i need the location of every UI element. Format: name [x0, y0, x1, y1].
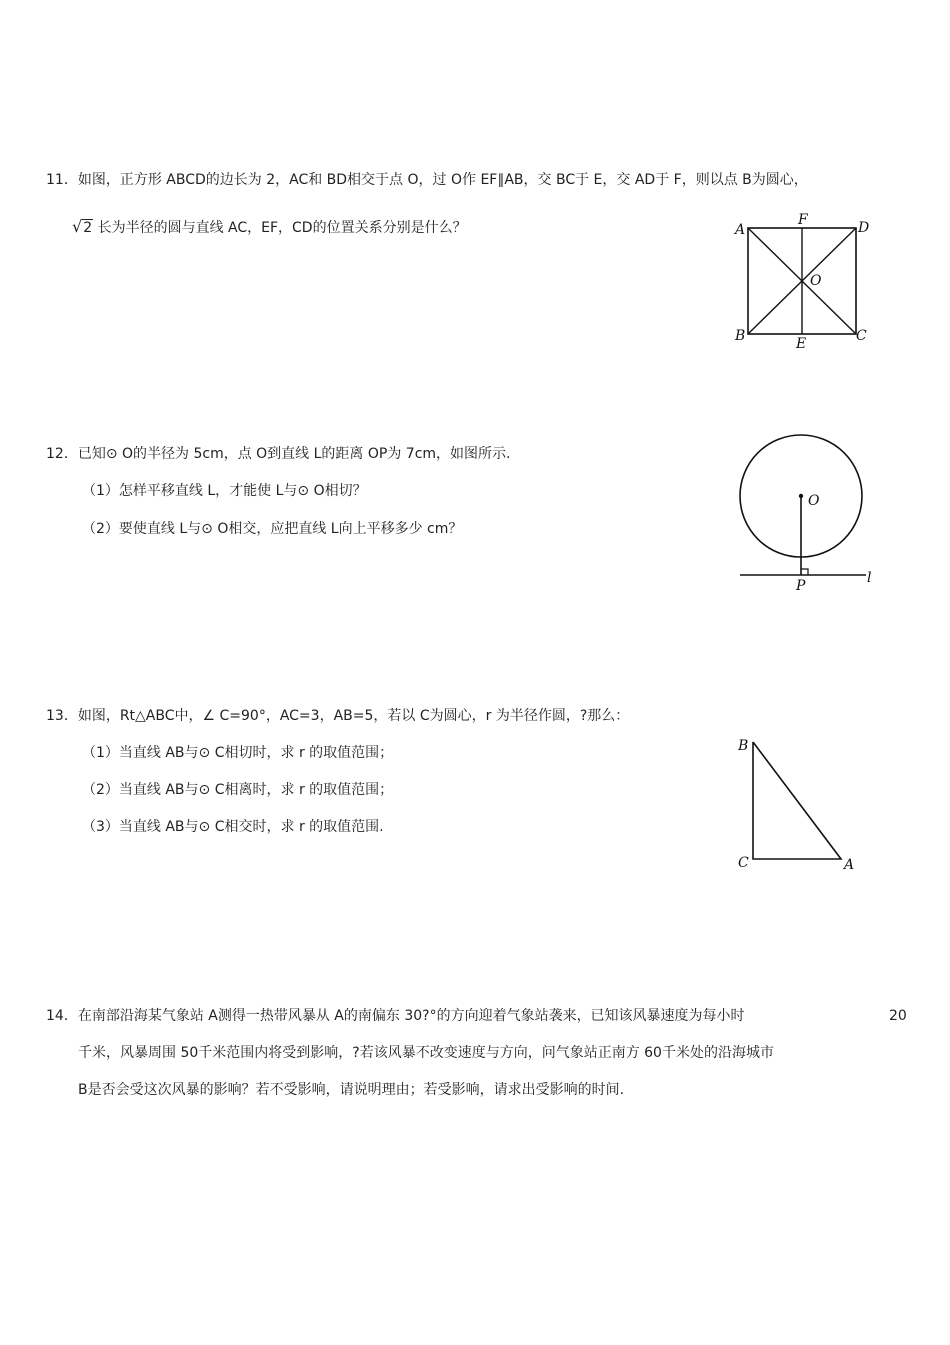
- label-l: l: [867, 570, 872, 586]
- label-D: D: [858, 220, 870, 236]
- label-A: A: [735, 222, 746, 238]
- q12-line-2: （1）怎样平移直线 L，才能使 L与⊙ O相切？: [82, 483, 367, 499]
- q12-line-1: 12．已知⊙ O的半径为 5cm，点 O到直线 L的距离 OP为 7cm，如图所示.: [46, 446, 511, 462]
- q11-line-1: 11．如图，正方形 ABCD的边长为 2，AC和 BD相交于点 O，过 O作 EF∥AB，交 BC于 E，交 AD于 F，则以点 B为圆心，: [46, 172, 808, 188]
- label-C: C: [738, 855, 749, 871]
- q11-line-2-text: 长为半径的圆与直线 AC，EF，CD的位置关系分别是什么？: [93, 220, 467, 236]
- q14-line-2: 千米，风暴周围 50千米范围内将受到影响，?若该风暴不改变速度与方向，问气象站正南方 60千米处的沿海城市: [78, 1045, 774, 1061]
- square-diagram: [730, 212, 875, 358]
- label-B: B: [735, 328, 746, 344]
- label-O: O: [810, 273, 822, 289]
- label-C: C: [856, 328, 867, 344]
- label-O: O: [808, 493, 820, 509]
- label-E: E: [796, 336, 807, 352]
- sqrt-radical: √2: [72, 217, 93, 236]
- q14-line-3: B是否会受这次风暴的影响？若不受影响，请说明理由；若受影响，请求出受影响的时间.: [78, 1082, 625, 1098]
- label-B: B: [738, 738, 749, 754]
- q12-line-3: （2）要使直线 L与⊙ O相交，应把直线 L向上平移多少 cm？: [82, 521, 463, 537]
- q13-line-4: （3）当直线 AB与⊙ C相交时，求 r 的取值范围.: [82, 819, 384, 835]
- label-A: A: [844, 857, 855, 873]
- q13-line-3: （2）当直线 AB与⊙ C相离时，求 r 的取值范围；: [82, 782, 394, 798]
- label-F: F: [798, 212, 808, 228]
- q13-line-1: 13．如图，Rt△ABC中，∠ C=90°，AC=3，AB=5，若以 C为圆心，r 为半径作圆，?那么：: [46, 708, 630, 724]
- q14-line-1-end: 20: [889, 1008, 907, 1024]
- q11-line-2: [72, 218, 467, 237]
- circle-diagram: [716, 434, 881, 596]
- q13-line-2: （1）当直线 AB与⊙ C相切时，求 r 的取值范围；: [82, 745, 394, 761]
- label-P: P: [796, 578, 806, 592]
- triangle-diagram: [730, 734, 864, 878]
- q14-line-1: 14．在南部沿海某气象站 A测得一热带风暴从 A的南偏东 30?°的方向迎着气象站袭来，已知该风暴速度为每小时: [46, 1008, 745, 1024]
